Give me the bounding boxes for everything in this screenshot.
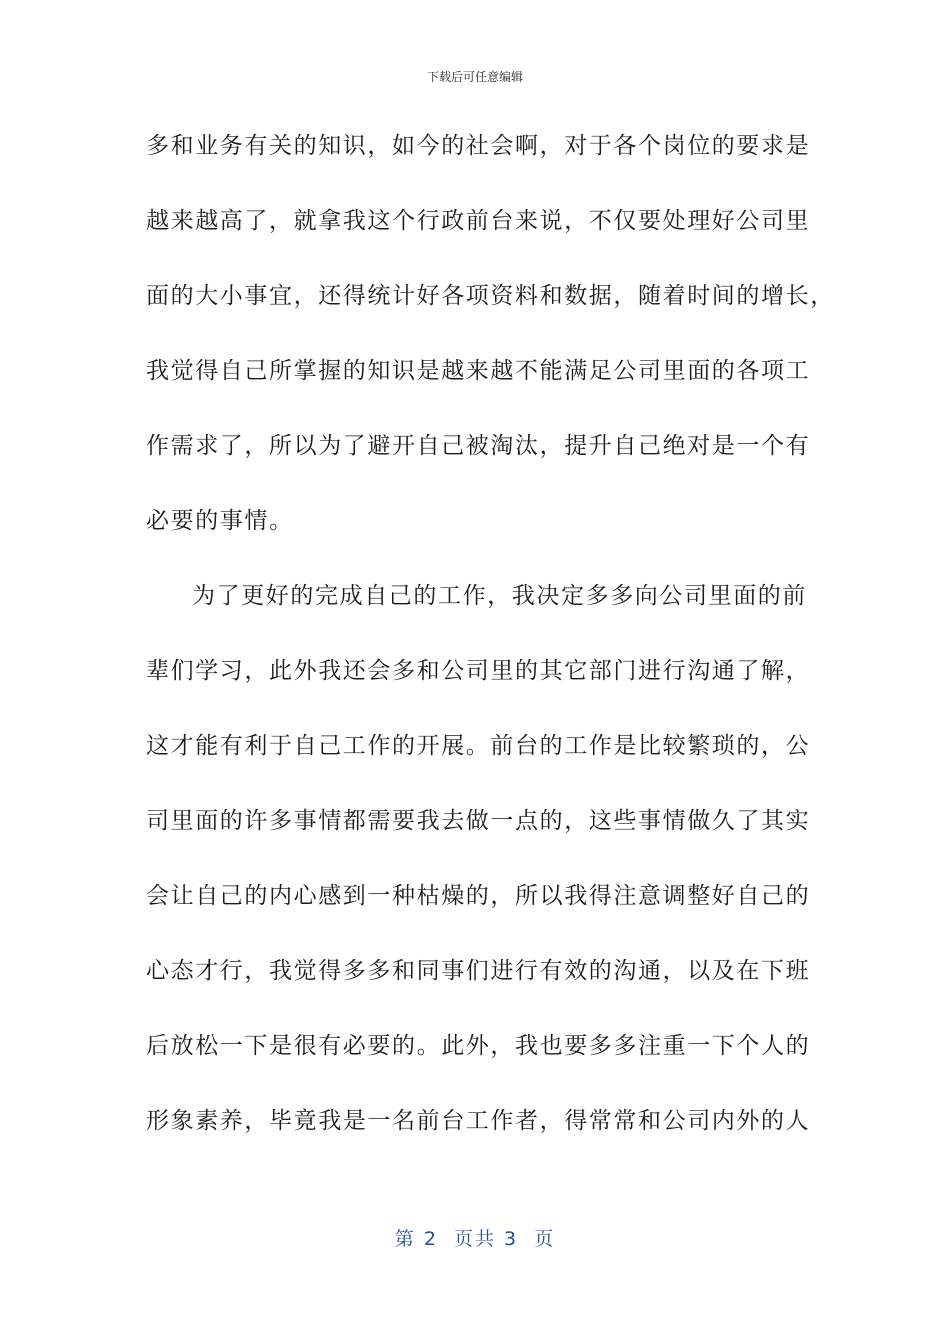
text-line: 多和业务有关的知识，如今的社会啊，对于各个岗位的要求是 (146, 133, 811, 159)
text-line: 作需求了，所以为了避开自己被淘汰，提升自己绝对是一个有 (146, 433, 811, 459)
text-line: 后放松一下是很有必要的。此外，我也要多多注重一下个人的 (146, 1033, 811, 1059)
page-label: 第 2 页共 3 页 (394, 1228, 556, 1250)
page-number-footer (0, 1224, 950, 1251)
text-line: 我觉得自己所掌握的知识是越来越不能满足公司里面的各项工 (146, 358, 811, 384)
text-line: 形象素养，毕竟我是一名前台工作者，得常常和公司内外的人 (146, 1108, 811, 1134)
text-line-paragraph-start: 为了更好的完成自己的工作，我决定多多向公司里面的前 (192, 583, 807, 609)
text-line: 这才能有利于自己工作的开展。前台的工作是比较繁琐的，公 (146, 733, 811, 759)
text-line: 心态才行，我觉得多多和同事们进行有效的沟通，以及在下班 (146, 958, 811, 984)
text-line: 越来越高了，就拿我这个行政前台来说，不仅要处理好公司里 (146, 208, 811, 234)
text-line: 必要的事情。 (146, 508, 294, 534)
text-line: 辈们学习，此外我还会多和公司里的其它部门进行沟通了解， (146, 658, 811, 684)
document-body (146, 126, 835, 1176)
text-line: 面的大小事宜，还得统计好各项资料和数据，随着时间的增长， (146, 283, 835, 309)
header-note: 下载后可任意编辑 (426, 70, 523, 84)
text-line: 会让自己的内心感到一种枯燥的，所以我得注意调整好自己的 (146, 883, 811, 909)
text-line: 司里面的许多事情都需要我去做一点的，这些事情做久了其实 (146, 808, 811, 834)
